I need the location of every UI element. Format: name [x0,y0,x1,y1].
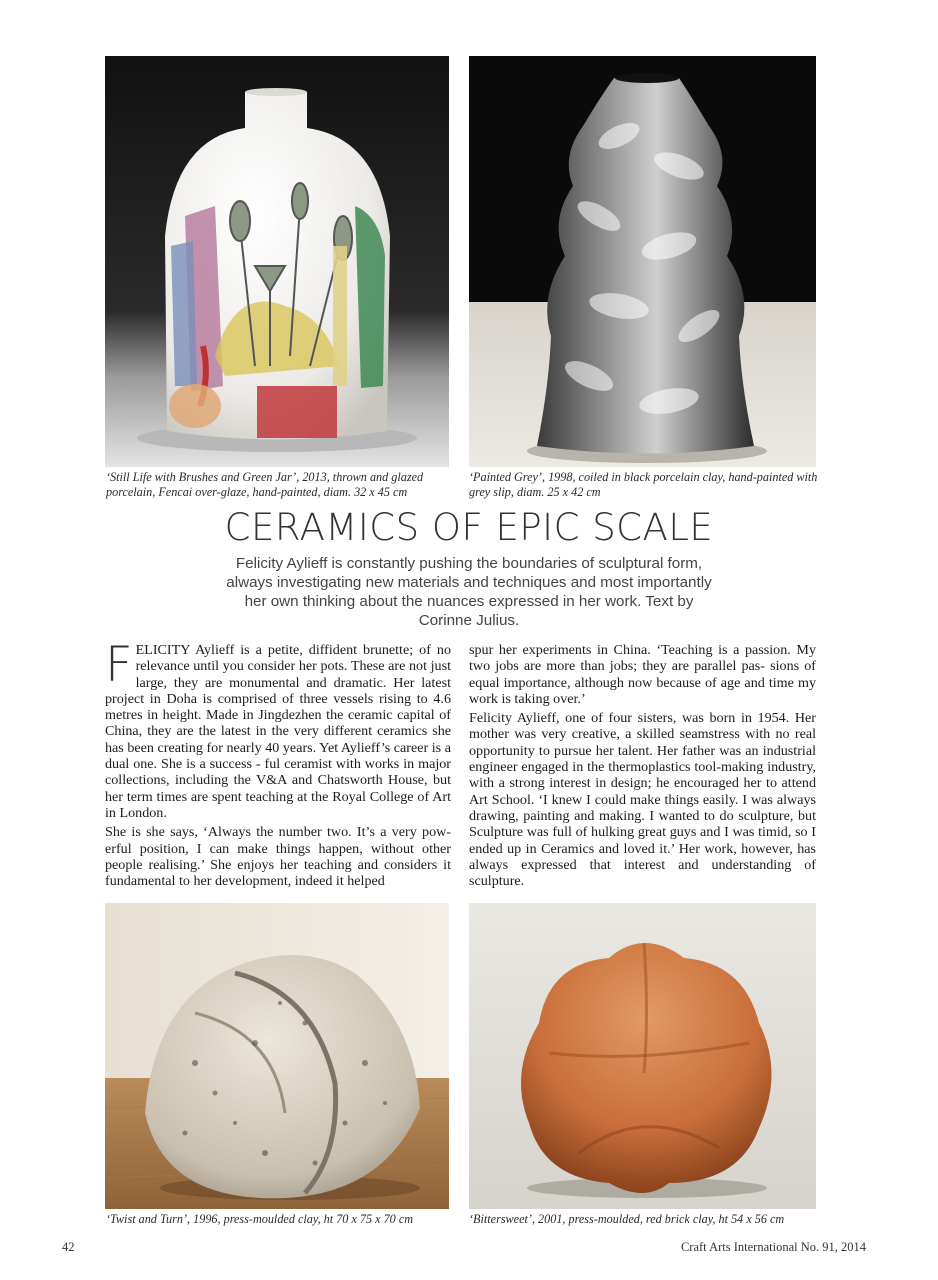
painted-grey-vessel-image [469,56,816,467]
caption-painted-grey: ‘Painted Grey’, 1998, coiled in black porcelain clay, hand-painted with grey slip, diam. 25 x 42 cm [469,470,818,499]
article-title: CERAMICS OF EPIC SCALE [224,506,714,549]
paragraph [105,637,451,821]
still-life-vase-image [105,56,449,467]
publication-footer: Craft Arts International No. 91, 2014 [680,1240,866,1254]
twist-and-turn-image [105,903,449,1209]
article-column-2 [469,642,816,892]
figure-still-life-vase [105,56,449,467]
bittersweet-image [469,903,816,1209]
page-number: 42 [62,1240,75,1254]
article-standfirst: Felicity Aylieff is constantly pushing the boundaries of sculptural form, always investigating new materials and techniques and most importantly her own thinking about the nuances expressed in her work. Text by Corinne Julius. [226,555,712,629]
drop-cap: F [105,637,133,693]
paragraph: She is she says, ‘Always the number two. It’s a very pow- erful position, I can make things happen, without other people realising.’ She enjoys her teaching and considers it fundamental to her development, indeed it helped [105,824,451,890]
figure-painted-grey-vessel [469,56,816,467]
paragraph: spur her experiments in China. ‘Teaching is a passion. My two jobs are more than jobs; they are parallel pas- sions of equal importance, although now because of age and time my work is taking over.’ [469,642,816,707]
paragraph: Felicity Aylieff, one of four sisters, was born in 1954. Her mother was very creative, a skilled seamstress with no real opportunity to pursue her talent. Her father was an industrial engineer engaged in the thermoplastics tool-making industry, with a strong interest in design; he encouraged her to attend Art School. ‘I knew I could make things easily. I was always drawing, painting and making. I wanted to do sculpture, but Sculpture was full of hulking great guys and I was timid, so I ended up in Ceramics and loved it.’ Her work, however, has always expressed that interest and understanding of sculpture. [469,710,816,890]
caption-twist-and-turn: ‘Twist and Turn’, 1996, press-moulded clay, ht 70 x 75 x 70 cm [106,1212,414,1226]
article-column-1 [105,637,451,892]
figure-twist-and-turn [105,903,449,1209]
figure-bittersweet [469,903,816,1209]
caption-still-life: ‘Still Life with Brushes and Green Jar’, 2013, thrown and glazed porcelain, Fencai over-glaze, hand-painted, diam. 32 x 45 cm [106,470,424,499]
caption-bittersweet: ‘Bittersweet’, 2001, press-moulded, red brick clay, ht 54 x 56 cm [469,1212,785,1226]
paragraph-text: ELICITY Aylieff is a petite, diffident brunette; of no relevance until you consider her pots. These are not just large, they are monumental and dramatic. Her latest project in Doha is comprised of three vessels rising to 4.6 metres in height. Made in Jingdezhen the ceramic capital of China, they are the latest in the very different ceramics she has been creating for nearly 40 years. Yet Aylieff’s career is a dual one. She is a success - ful ceramist with works in major collections, including the V&A and Chatsworth House, but her term times are spent teaching at the Royal College of Art in London. [105,642,451,821]
